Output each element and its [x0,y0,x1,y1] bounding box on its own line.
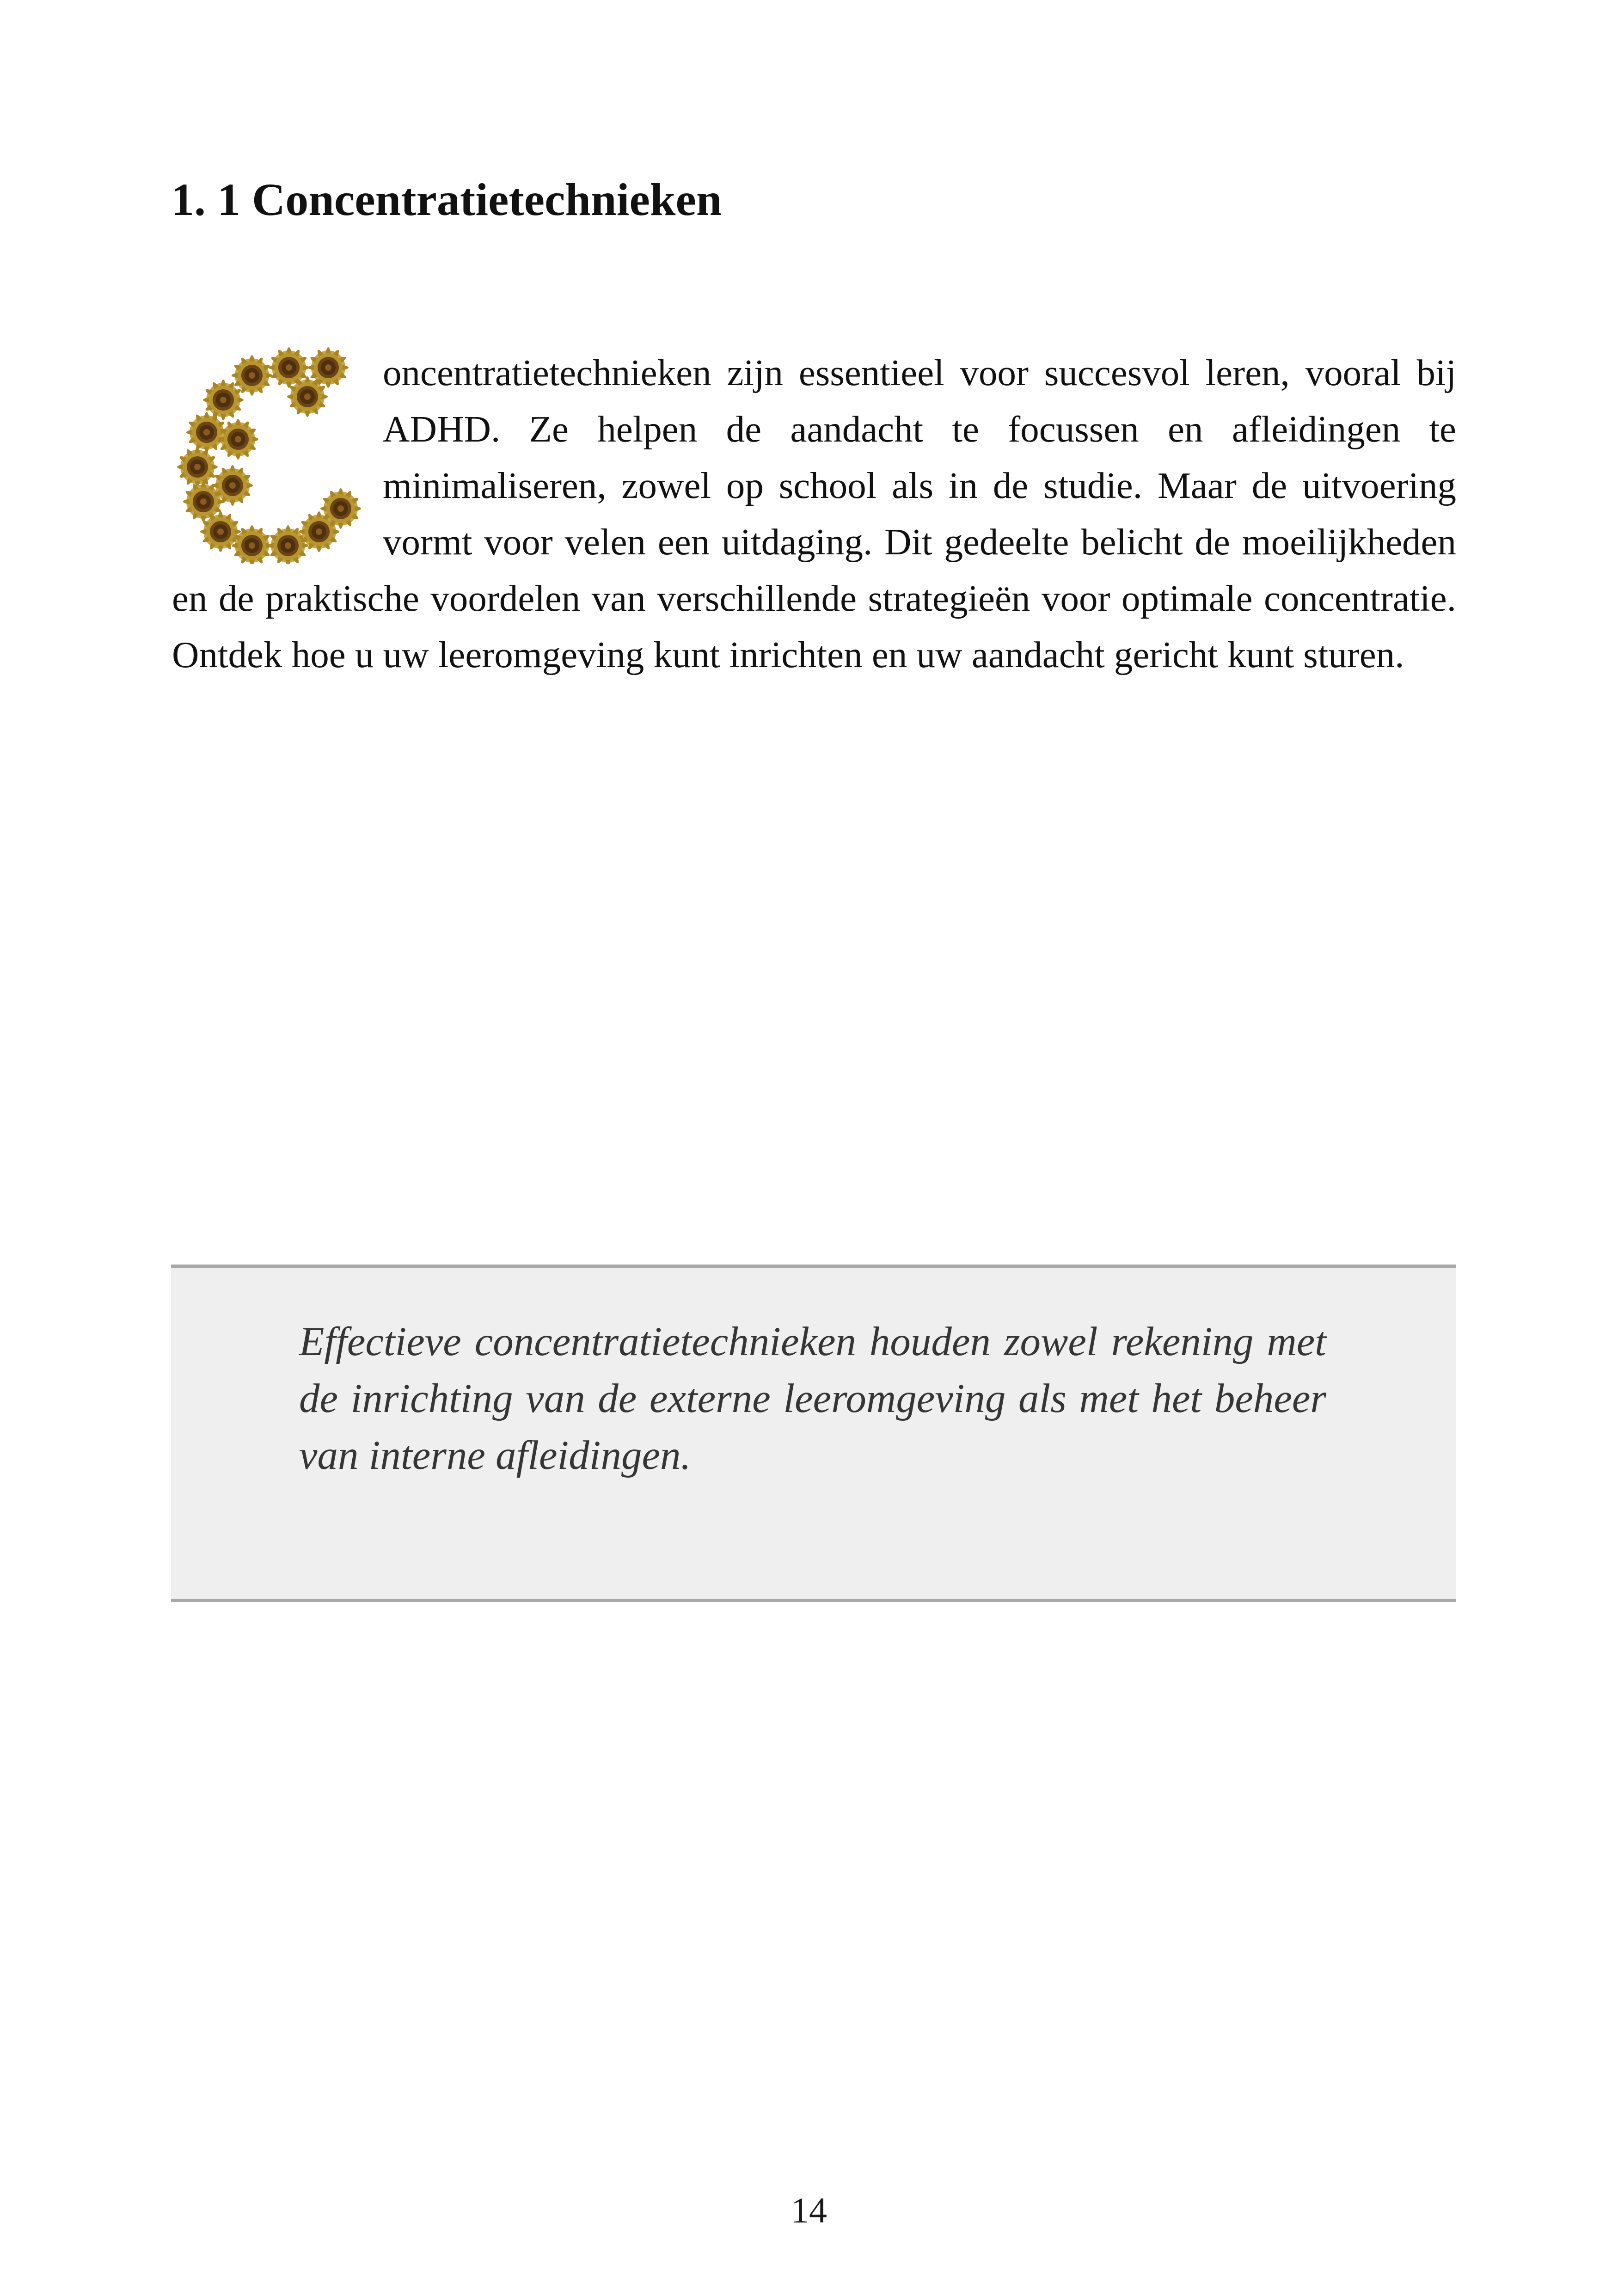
chapter-heading: 1. 1 Concentratietechnieken [171,174,722,225]
page-number: 14 [791,2190,827,2230]
callout-box [171,1265,1456,1602]
intro-text: oncentratietechnieken zijn essentieel voor succesvol leren, vooral bij ADHD. Ze helpen de aandacht te focussen en afleidingen te minimaliseren, zowel op school als in de studie. Maar de uitvoering vormt voor velen een uitdaging. Dit gedeelte belicht de moeilijkheden en de praktische voordelen van verschillende strategieën voor optimale concentratie. Ontdek hoe u uw leeromgeving kunt inrichten en uw aandacht gericht kunt sturen. [172,352,1456,675]
callout-text: Effectieve concentratietechnieken houden zowel rekening met de inrichting van de externe leeromgeving als met het beheer van interne afleidingen. [299,1319,1326,1478]
drop-cap-space [172,344,383,570]
intro-paragraph [172,344,1456,683]
